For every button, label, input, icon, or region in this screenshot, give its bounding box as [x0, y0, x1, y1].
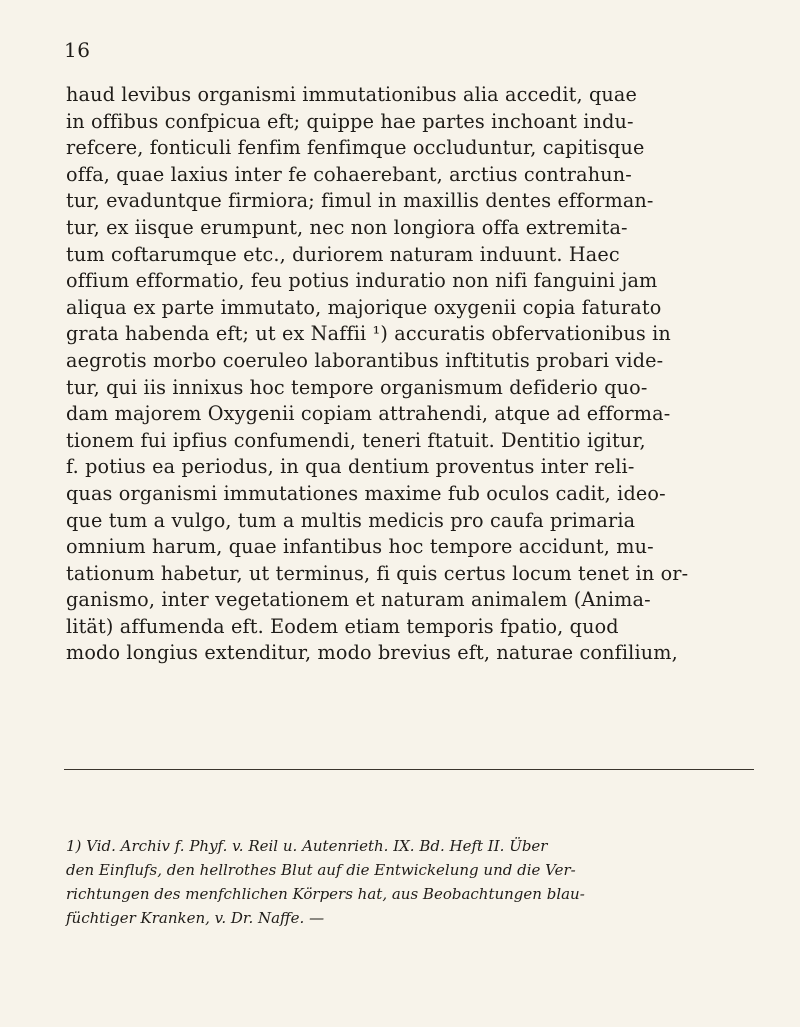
text-line: f. potius ea periodus, in qua dentium proventus inter reli- [66, 455, 635, 479]
footnote [66, 834, 756, 930]
footnote-line: 1) Vid. Archiv f. Phyf. v. Reil u. Autenrieth. IX. Bd. Heft II. Über [66, 837, 548, 855]
footnote-divider [64, 769, 754, 770]
text-line: tionem fui ipfius confumendi, teneri ftatuit. Dentitio igitur, [66, 428, 646, 452]
page-number: 16 [64, 38, 91, 62]
text-line: modo longius extenditur, modo brevius eft, naturae confilium, [66, 641, 678, 665]
text-line: refcere, fonticuli fenfim fenfimque occluduntur, capitisque [66, 136, 645, 160]
text-line: aegrotis morbo coeruleo laborantibus inftitutis probari vide- [66, 348, 664, 372]
text-line: quas organismi immutationes maxime fub oculos cadit, ideo- [66, 481, 666, 505]
text-line: in offibus confpicua eft; quippe hae partes inchoant indu- [66, 109, 634, 133]
text-line: tur, qui iis innixus hoc tempore organismum defiderio quo- [66, 375, 648, 399]
text-line: tum coftarumque etc., duriorem naturam induunt. Haec [66, 242, 620, 266]
footnote-line: den Einflufs, den hellrothes Blut auf die Entwickelung und die Ver- [66, 861, 576, 879]
footnote-line: richtungen des menfchlichen Körpers hat, aus Beobachtungen blau- [66, 885, 585, 903]
text-line: haud levibus organismi immutationibus alia accedit, quae [66, 83, 638, 106]
text-line: offa, quae laxius inter fe cohaerebant, arctius contrahun- [66, 162, 632, 186]
text-line: tur, evaduntque firmiora; fimul in maxillis dentes efforman- [66, 189, 654, 213]
text-line: lität) affumenda eft. Eodem etiam temporis fpatio, quod [66, 614, 619, 638]
text-line: offium efformatio, feu potius induratio non nifi fanguini jam [66, 269, 658, 293]
text-line: que tum a vulgo, tum a multis medicis pro caufa primaria [66, 508, 636, 532]
text-line: omnium harum, quae infantibus hoc tempore accidunt, mu- [66, 535, 654, 559]
footnote-line: füchtiger Kranken, v. Dr. Naffe. — [66, 909, 325, 927]
text-line: aliqua ex parte immutato, majorique oxygenii copia faturato [66, 295, 662, 319]
text-line: tationum habetur, ut terminus, fi quis certus locum tenet in or- [66, 561, 689, 585]
text-line: tur, ex iisque erumpunt, nec non longiora offa extremita- [66, 215, 628, 239]
text-line: ganismo, inter vegetationem et naturam animalem (Anima- [66, 588, 651, 612]
main-text-block [66, 82, 756, 667]
text-line: dam majorem Oxygenii copiam attrahendi, atque ad efforma- [66, 402, 671, 426]
text-line: grata habenda eft; ut ex Naffii ¹) accuratis obfervationibus in [66, 322, 671, 346]
